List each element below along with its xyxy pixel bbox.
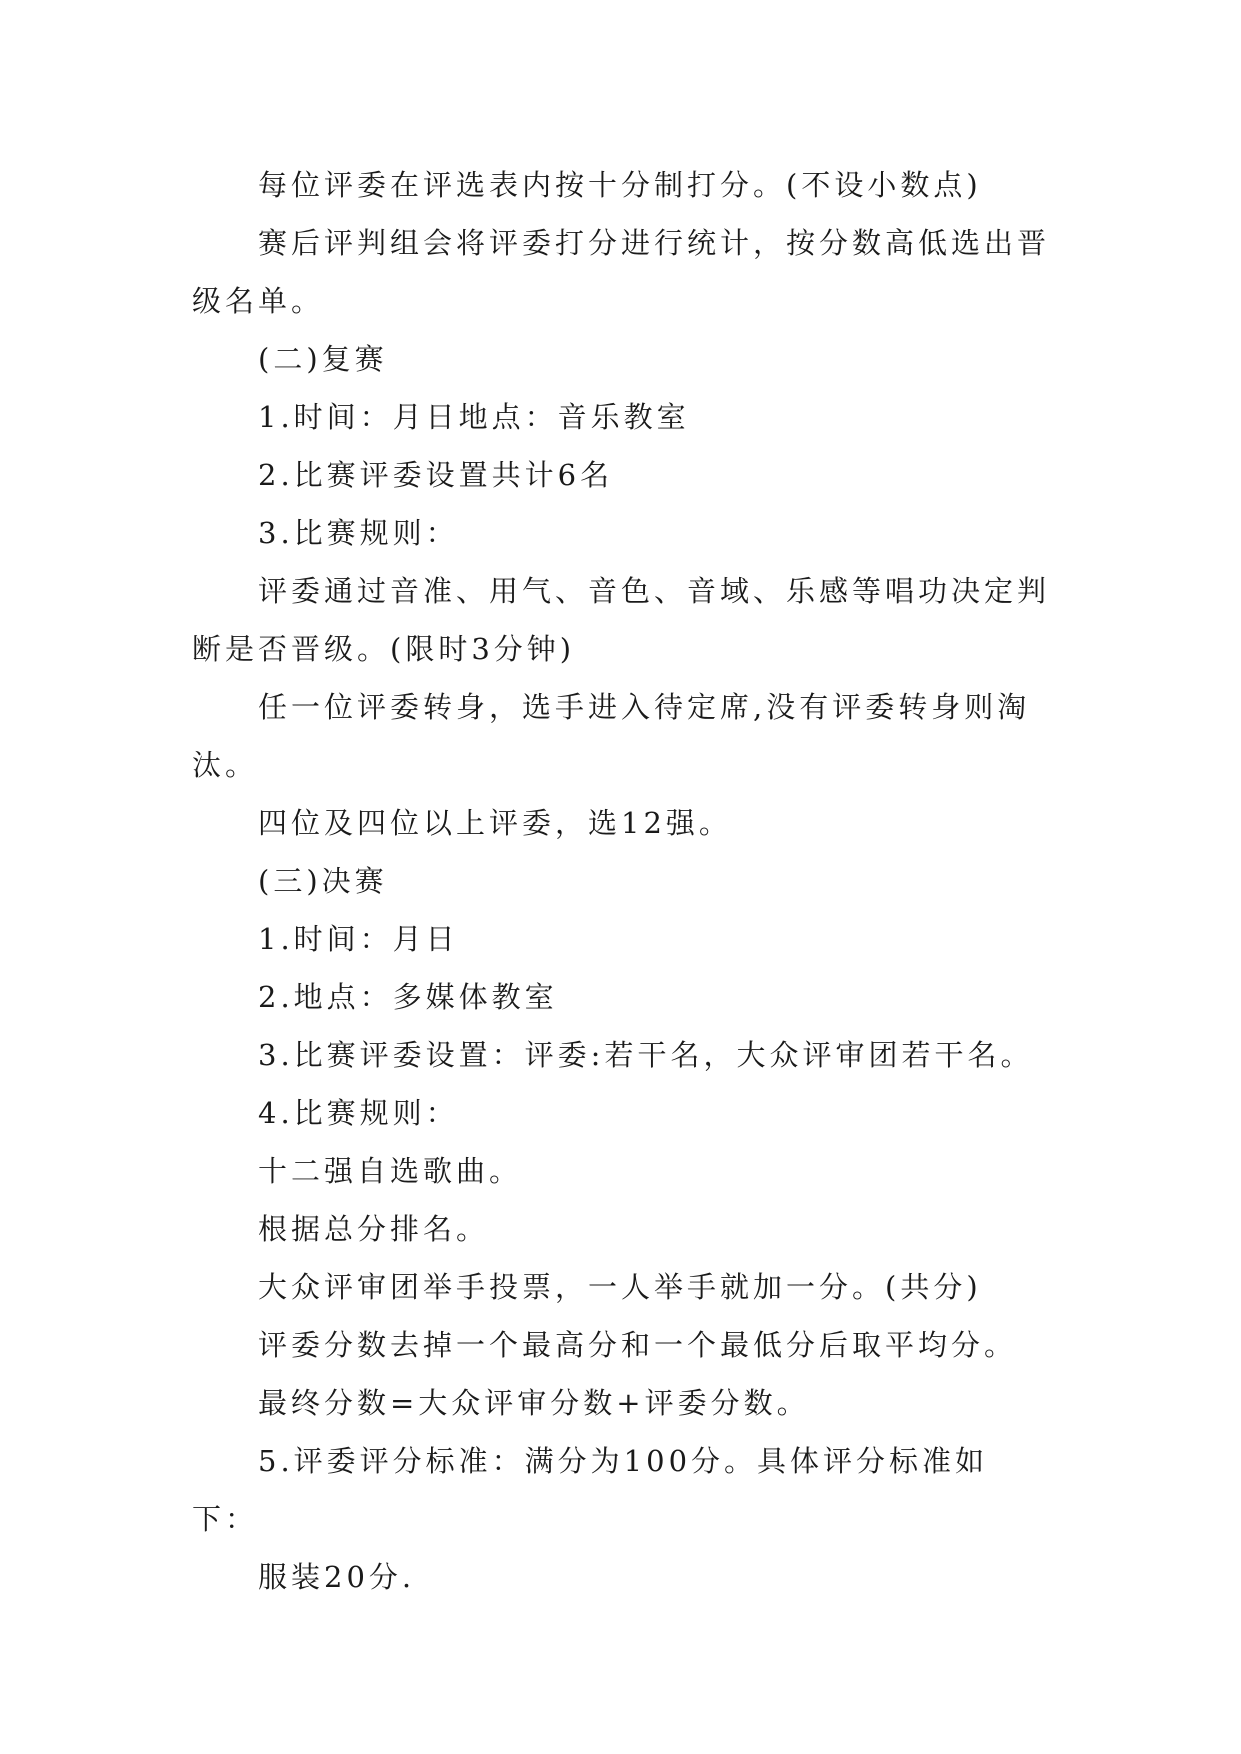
paragraph-final-judges: 3.比赛评委设置：评委:若干名，大众评审团若干名。 — [258, 1038, 1034, 1072]
paragraph-semifinal-turn: 任一位评委转身，选手进入待定席,没有评委转身则淘汰。 — [192, 690, 1031, 782]
paragraph-semifinal-judges: 2.比赛评委设置共计6名 — [258, 458, 614, 492]
paragraph-final-rules-heading: 4.比赛规则： — [258, 1096, 459, 1130]
document-body — [192, 156, 1054, 1606]
paragraph-final-song-choice: 十二强自选歌曲。 — [258, 1154, 523, 1188]
paragraph-scoring-standard: 5.评委评分标准：满分为100分。具体评分标准如下： — [192, 1444, 989, 1536]
paragraph-final-place: 2.地点：多媒体教室 — [258, 980, 558, 1014]
paragraph-semifinal-time-place: 1.时间：月日地点：音乐教室 — [258, 400, 690, 434]
section-heading-semifinal: (二)复赛 — [258, 342, 388, 376]
paragraph-semifinal-judging: 评委通过音准、用气、音色、音域、乐感等唱功决定判断是否晋级。(限时3分钟) — [192, 574, 1051, 666]
paragraph-scoring-method: 每位评委在评选表内按十分制打分。(不设小数点) — [258, 168, 982, 202]
section-heading-final: (三)决赛 — [258, 864, 388, 898]
paragraph-semifinal-top12: 四位及四位以上评委，选12强。 — [258, 806, 732, 840]
paragraph-final-public-vote: 大众评审团举手投票，一人举手就加一分。(共分) — [258, 1270, 982, 1304]
paragraph-advancement-list: 赛后评判组会将评委打分进行统计，按分数高低选出晋级名单。 — [192, 226, 1051, 318]
paragraph-semifinal-rules-heading: 3.比赛规则： — [258, 516, 459, 550]
paragraph-final-judge-average: 评委分数去掉一个最高分和一个最低分后取平均分。 — [258, 1328, 1018, 1362]
paragraph-final-score-formula: 最终分数=大众评审分数+评委分数。 — [258, 1386, 810, 1420]
paragraph-final-time: 1.时间：月日 — [258, 922, 459, 956]
paragraph-costume-score: 服装20分. — [258, 1560, 416, 1594]
paragraph-final-ranking: 根据总分排名。 — [258, 1212, 490, 1246]
